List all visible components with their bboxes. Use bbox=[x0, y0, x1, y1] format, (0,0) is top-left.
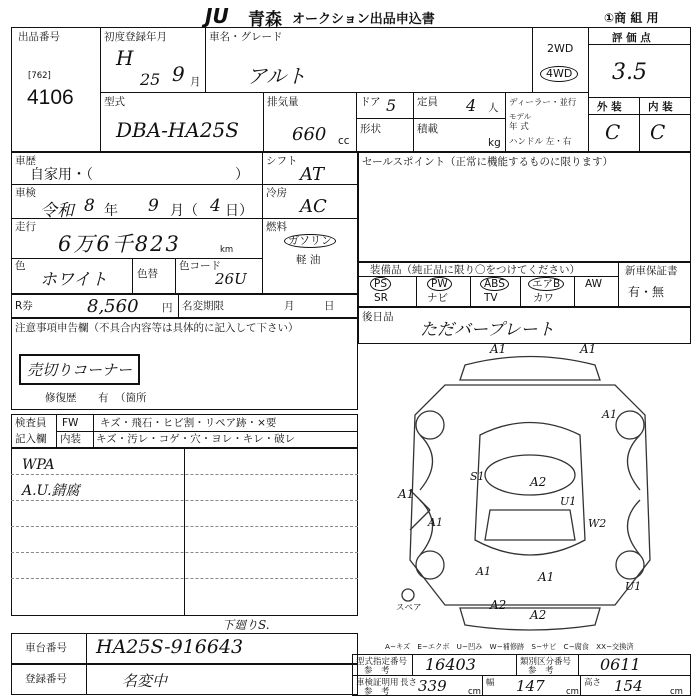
first-reg-label: 初度登録年月 bbox=[104, 31, 167, 43]
lot-label: 出品番号 bbox=[18, 31, 60, 43]
repair-label: 修復歴 bbox=[45, 392, 77, 404]
model-year-label: モデル bbox=[509, 112, 532, 121]
capacity-value: 4 bbox=[466, 96, 477, 115]
spec-class-ref: 参 考 bbox=[528, 666, 554, 676]
header-title-sub: オークション出品申込書 bbox=[292, 12, 435, 27]
name-change-day: 日 bbox=[324, 300, 335, 312]
equip-tv: TV bbox=[484, 292, 498, 304]
equip-aw: AW bbox=[585, 278, 602, 290]
mileage-label: 走行 bbox=[15, 221, 36, 233]
right-rear-door bbox=[628, 500, 641, 555]
rating-value: 3.5 bbox=[612, 60, 647, 85]
notes-value: 売切りコーナー bbox=[27, 361, 133, 379]
recycle-unit: 円 bbox=[162, 302, 173, 314]
inspector-label-2: 記入欄 bbox=[15, 433, 47, 445]
shape-label: 形状 bbox=[360, 123, 381, 135]
name-change-label: 名変期限 bbox=[182, 300, 224, 312]
mark-a1-front-left: A1 bbox=[490, 342, 507, 356]
equip-pw: PW bbox=[427, 277, 452, 291]
load-unit: kg bbox=[488, 137, 501, 149]
spec-class-value: 0611 bbox=[600, 655, 641, 674]
ju-logo: JU bbox=[205, 4, 229, 28]
spec-reg-ref: 参 考 bbox=[364, 687, 390, 697]
after-items-label: 後日品 bbox=[362, 311, 394, 323]
equip-ps: PS bbox=[370, 277, 391, 291]
rating-label: 評 価 点 bbox=[612, 32, 651, 44]
right-front-wheel bbox=[616, 411, 644, 439]
spec-width: 147 bbox=[516, 677, 545, 695]
equipment-label: 装備品（純正品に限り〇をつけてください） bbox=[370, 264, 580, 276]
warranty-label: 新車保証書 bbox=[625, 265, 678, 277]
notes-label: 注意事項申告欄（不具合内容等は具体的に記入して下さい） bbox=[15, 322, 299, 334]
doors-value: 5 bbox=[386, 96, 397, 115]
inspection-day: 4 bbox=[210, 196, 221, 216]
drive-2wd: 2WD bbox=[547, 42, 574, 55]
car-name-value: アルト bbox=[247, 64, 307, 88]
mark-a2-rear-1: A2 bbox=[490, 598, 507, 612]
spec-reg-label: 車検証明用 bbox=[356, 678, 399, 688]
repair-place: （箇所 bbox=[115, 392, 147, 404]
spec-length-unit: cm bbox=[468, 687, 481, 697]
capacity-label: 定員 bbox=[417, 96, 438, 108]
inspector-fw: FW bbox=[62, 417, 79, 429]
inspection-month: 9 bbox=[148, 196, 159, 216]
repair-value: 有 bbox=[98, 392, 109, 404]
warranty-value: 有・無 bbox=[628, 285, 665, 299]
mark-a1-left-mid: A1 bbox=[428, 516, 443, 529]
inspection-year-unit: 年 bbox=[104, 203, 118, 219]
history-label: 車歴 bbox=[15, 155, 36, 167]
history-close: ） bbox=[235, 167, 249, 183]
inspector-interior: 内装 bbox=[60, 433, 81, 445]
mark-a1-trunk: A1 bbox=[538, 570, 555, 584]
load-label: 積載 bbox=[417, 123, 438, 135]
registration-value: 名変中 bbox=[122, 672, 168, 690]
displacement-value: 660 bbox=[292, 124, 327, 145]
mark-a1-left-rear: A1 bbox=[476, 565, 491, 578]
after-items-value: ただバープレート bbox=[420, 320, 555, 340]
year-label: 年 式 bbox=[509, 122, 529, 132]
displacement-unit: cc bbox=[338, 135, 350, 147]
dealer-label: ディーラー・並行 bbox=[509, 98, 577, 108]
fuel-label: 燃料 bbox=[266, 221, 287, 233]
mark-a2-roof: A2 bbox=[530, 475, 547, 489]
spec-height: 154 bbox=[614, 677, 643, 695]
doors-label: ドア bbox=[360, 96, 381, 108]
mark-u1: U1 bbox=[560, 495, 577, 508]
mark-a1-left: A1 bbox=[398, 487, 415, 501]
spec-width-unit: cm bbox=[566, 687, 579, 697]
top-section bbox=[11, 27, 691, 152]
right-rear-wheel bbox=[616, 551, 644, 579]
color-value: ホワイト bbox=[40, 270, 108, 290]
spare-tire bbox=[402, 589, 414, 601]
inspection-year: 8 bbox=[84, 196, 95, 216]
sales-point-label: セールスポイント（正常に機能するものに限ります） bbox=[362, 156, 614, 168]
chassis-note: 下廻りS. bbox=[222, 618, 270, 632]
handle-label: ハンドル 左・右 bbox=[509, 137, 572, 147]
mark-a2-rear-2: A2 bbox=[530, 608, 547, 622]
color-code: 26U bbox=[215, 270, 247, 288]
drive-4wd: 4WD bbox=[540, 66, 578, 82]
equip-airbag: エアB bbox=[528, 277, 564, 291]
spec-type-value: 16403 bbox=[425, 655, 476, 674]
mark-a1-front-right: A1 bbox=[580, 342, 597, 356]
aircon-value: AC bbox=[300, 196, 327, 217]
shift-value: AT bbox=[300, 164, 325, 185]
fuel-gasoline: ガソリン bbox=[284, 234, 336, 248]
spec-width-label: 幅 bbox=[486, 678, 495, 688]
inspection-day-unit: 日） bbox=[225, 203, 253, 219]
displacement-label: 排気量 bbox=[267, 96, 299, 108]
equip-abs: ABS bbox=[480, 277, 509, 291]
inspection-month-unit: 月（ bbox=[170, 203, 198, 219]
shift-label: シフト bbox=[266, 155, 298, 167]
inspector-row2: キズ・汚レ・コゲ・穴・ヨレ・キレ・破レ bbox=[96, 433, 296, 445]
aircon-label: 冷房 bbox=[266, 187, 287, 199]
spec-height-label: 高さ bbox=[584, 678, 602, 688]
spec-type-label: 型式指定番号 bbox=[356, 657, 408, 667]
spec-length-label: 長さ bbox=[400, 678, 418, 688]
inspector-row1: キズ・飛石・ヒビ割・リペア跡・×要 bbox=[100, 417, 277, 429]
fuel-diesel: 軽 油 bbox=[296, 254, 321, 266]
first-reg-month: 9 bbox=[172, 62, 185, 86]
model-value: DBA-HA25S bbox=[116, 118, 239, 142]
left-front-door bbox=[420, 435, 433, 490]
damage-diagram bbox=[370, 340, 690, 640]
inspector-note-2: A.U.錆腐 bbox=[22, 483, 80, 499]
left-front-wheel bbox=[416, 411, 444, 439]
inspector-label: 検査員 bbox=[15, 417, 47, 429]
color-code-label: 色コード bbox=[179, 260, 221, 272]
recycle-label: R券 bbox=[15, 300, 33, 312]
spec-class-label: 類別区分番号 bbox=[520, 657, 572, 667]
spec-length: 339 bbox=[418, 677, 447, 695]
equip-leather: カワ bbox=[533, 292, 554, 304]
mileage-unit: km bbox=[220, 245, 234, 255]
right-front-door bbox=[628, 435, 641, 490]
chassis-label: 車台番号 bbox=[25, 642, 67, 654]
rear-window bbox=[485, 510, 575, 540]
inspection-label: 車検 bbox=[15, 187, 36, 199]
name-change-month: 月 bbox=[284, 300, 295, 312]
color-change-label: 色替 bbox=[137, 268, 158, 280]
exterior-grade: C bbox=[605, 120, 621, 144]
copy-label: ①商 組 用 bbox=[604, 11, 659, 25]
left-rear-wheel bbox=[416, 551, 444, 579]
interior-label: 内 装 bbox=[648, 101, 673, 113]
mark-a1-right-front: A1 bbox=[602, 408, 617, 421]
mark-w2: W2 bbox=[588, 517, 607, 530]
first-reg-era: H bbox=[116, 46, 134, 70]
registration-label: 登録番号 bbox=[25, 673, 67, 685]
header-title-main: 青森 bbox=[248, 10, 282, 30]
history-value: 自家用・（ bbox=[30, 167, 93, 183]
mileage-value: 6万6千823 bbox=[58, 232, 181, 256]
lot-number: 4106 bbox=[27, 86, 74, 109]
model-label: 型式 bbox=[104, 96, 125, 108]
car-name-label: 車名・グレード bbox=[209, 31, 283, 43]
color-label: 色 bbox=[15, 260, 26, 272]
inspector-note-1: WPA bbox=[22, 457, 55, 473]
recycle-value: 8,560 bbox=[87, 296, 139, 317]
exterior-label: 外 装 bbox=[597, 101, 622, 113]
front-bumper bbox=[460, 357, 600, 381]
spare-label: スペア bbox=[396, 603, 422, 613]
first-reg-month-unit: 月 bbox=[190, 76, 201, 88]
equip-sr: SR bbox=[374, 292, 388, 304]
mark-s1: S1 bbox=[470, 470, 485, 483]
lot-small-number: [762] bbox=[28, 71, 51, 81]
notes-stamp bbox=[19, 354, 140, 385]
capacity-unit: 人 bbox=[488, 102, 499, 114]
first-reg-year: 25 bbox=[140, 70, 161, 89]
inspection-era: 令和 bbox=[40, 201, 74, 221]
spec-height-unit: cm bbox=[670, 687, 683, 697]
interior-grade: C bbox=[650, 120, 666, 144]
spec-type-ref: 参 考 bbox=[364, 666, 390, 676]
sales-point-section bbox=[358, 152, 691, 262]
chassis-value: HA25S-916643 bbox=[96, 636, 244, 658]
damage-legend: A−キズ E−エクボ U−凹み W−補修跡 S−サビ C−腐食 XX−交換済 bbox=[385, 642, 634, 651]
equip-navi: ナビ bbox=[427, 292, 448, 304]
mark-u1-right-rear: U1 bbox=[625, 580, 642, 593]
